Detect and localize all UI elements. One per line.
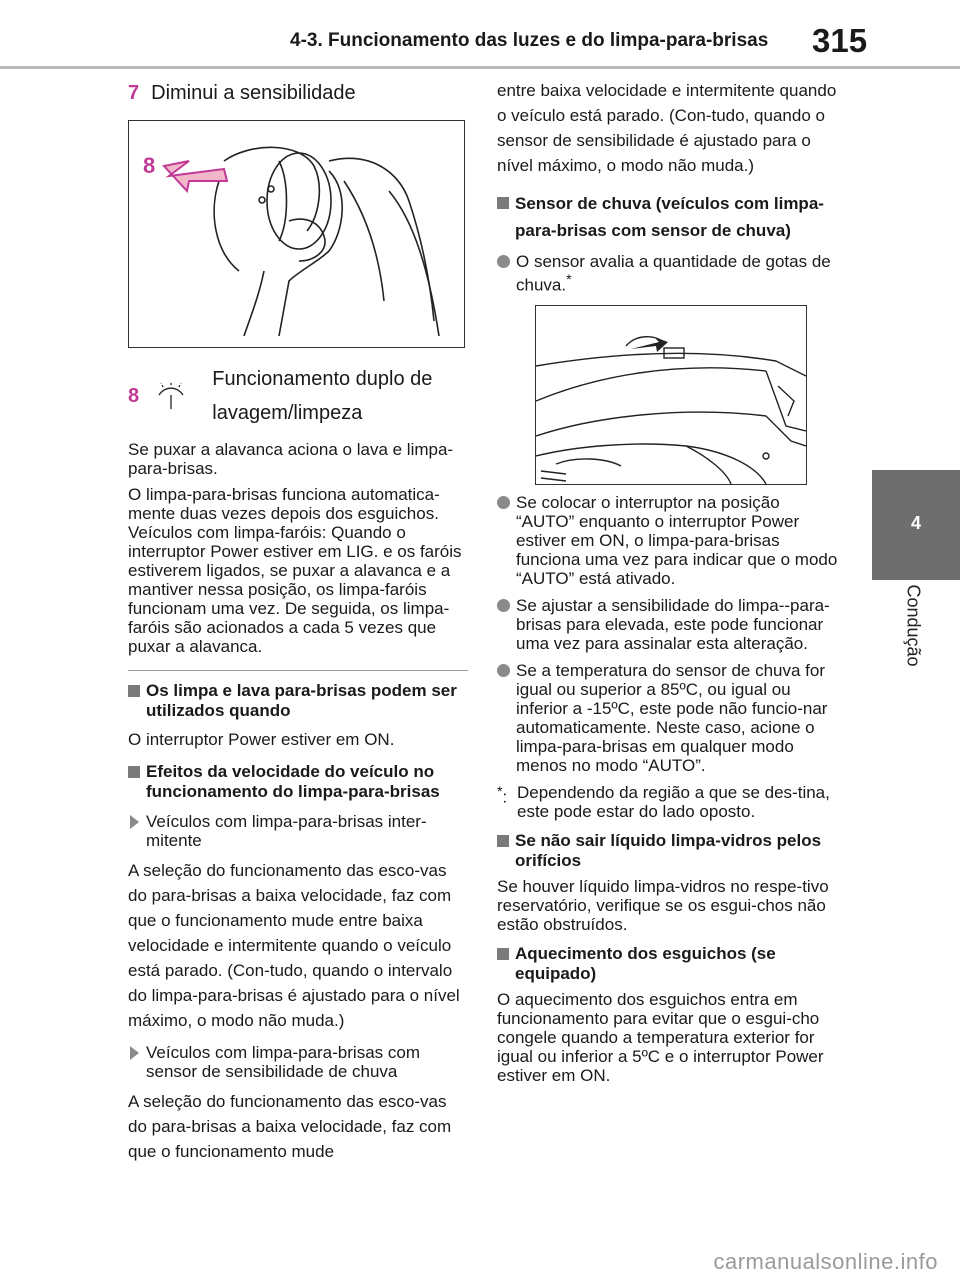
header-divider	[0, 66, 960, 69]
windshield-drawing	[536, 306, 806, 484]
left-column	[128, 78, 468, 1164]
bullet-icon	[497, 496, 510, 509]
right-column	[497, 78, 842, 1092]
bullet-icon	[497, 664, 510, 677]
figure-callout-8: 8	[143, 153, 156, 178]
bullet-sensor: O sensor avalia a quantidade de gotas de chuva.*	[497, 252, 842, 295]
section-heading-rain-sensor: Sensor de chuva (veículos com limpa-para-brisas com sensor de chuva)	[497, 190, 842, 244]
section-marker-icon	[497, 835, 509, 847]
chapter-tab-number: 4	[910, 513, 921, 533]
wiper-lever-drawing	[129, 121, 464, 347]
arrow-marker-icon	[130, 815, 139, 829]
windshield-sensor-illustration	[535, 305, 807, 485]
arrow-marker-icon	[130, 1046, 139, 1060]
section-divider	[128, 670, 468, 671]
section-heading-heater: Aquecimento dos esguichos (se equipado)	[497, 944, 842, 984]
bullet-icon	[497, 599, 510, 612]
section-heading-usage: Os limpa e lava para-brisas podem ser utilizados quando	[128, 681, 468, 721]
subheading-intermittent: Veículos com limpa-para-brisas inter-mitente	[128, 812, 468, 850]
paragraph-2: O limpa-para-brisas funciona automatica-mente duas vezes depois dos esguichos. Veículos com limpa-faróis: Quando o interruptor Power estiver em LIG. e os faróis estiverem ligados, se puxar a alavanca e a mantiver nessa posição, os limpa-faróis funcionam uma vez. De seguida, os limpa-faróis são acionados a cada 5 vezes que puxar a alavanca.	[128, 485, 462, 656]
bullet-sensitivity: Se ajustar a sensibilidade do limpa--para-brisas para elevada, este pode funcionar uma vez para assinalar esta alteração.	[497, 596, 842, 653]
chapter-tab-label: Condução	[903, 583, 924, 667]
intermittent-text: A seleção do funcionamento das esco-vas do para-brisas a baixa velocidade, faz com que o funcionamento mude entre baixa velocidade e intermitente quando o veículo está parado. (Con-tudo, quando o intervalo do limpa-para-brisas é ajustado para o nível máximo, o modo não muda.)	[128, 861, 460, 1030]
section-heading-speed: Efeitos da velocidade do veículo no funcionamento do limpa-para-brisas	[128, 762, 468, 802]
footnote: *: Dependendo da região a que se des-tina, este pode estar do lado oposto.	[497, 782, 830, 821]
section-heading-no-fluid: Se não sair líquido limpa-vidros pelos orifícios	[497, 831, 842, 871]
wiper-lever-illustration	[128, 120, 465, 348]
no-fluid-text: Se houver líquido limpa-vidros no respe-tivo reservatório, verifique se os esgui-chos não estão obstruídos.	[497, 876, 829, 934]
section-marker-icon	[128, 685, 140, 697]
continued-text: entre baixa velocidade e intermitente quando o veículo está parado. (Con-tudo, quando o sensor de sensibilidade é ajustado para o nível máximo, o modo não muda.)	[497, 81, 837, 175]
page-number: 315	[812, 22, 868, 59]
paragraph-1: Se puxar a alavanca aciona o lava e limpa-para-brisas.	[128, 440, 454, 478]
section-marker-icon	[128, 766, 140, 778]
bullet-auto-mode: Se colocar o interruptor na posição “AUTO” enquanto o interruptor Power estiver em ON, o limpa-para-brisas funciona uma vez para indicar que o modo “AUTO” está ativado.	[497, 493, 842, 588]
step-7: 7 Diminui a sensibilidade	[128, 82, 356, 104]
heater-text: O aquecimento dos esguichos entra em funcionamento para evitar que o esgui-cho congele quando a temperatura exterior for igual ou inferior a 5ºC e o interruptor Power estiver em ON.	[497, 989, 824, 1085]
section-marker-icon	[497, 197, 509, 209]
bullet-icon	[497, 255, 510, 268]
washer-icon	[151, 381, 202, 411]
watermark: carmanualsonline.info	[713, 1249, 938, 1274]
section-usage-text: O interruptor Power estiver em ON.	[128, 730, 395, 749]
rain-sensor-text: A seleção do funcionamento das esco-vas do para-brisas a baixa velocidade, faz com que o funcionamento mude	[128, 1092, 452, 1161]
chapter-title: 4-3. Funcionamento das luzes e do limpa-para-brisas	[290, 30, 769, 51]
section-marker-icon	[497, 948, 509, 960]
subheading-rain-sensor: Veículos com limpa-para-brisas com sensor de sensibilidade de chuva	[128, 1043, 468, 1081]
bullet-temperature: Se a temperatura do sensor de chuva for igual ou superior a 85ºC, ou igual ou inferior a -15ºC, este pode não funcio-nar automaticamente. Neste caso, acione o limpa-para-brisas em qualquer modo menos no modo “AUTO”.	[497, 661, 842, 775]
step-8: 8 Funcionamento duplo de lavagem/limpeza	[128, 368, 433, 424]
